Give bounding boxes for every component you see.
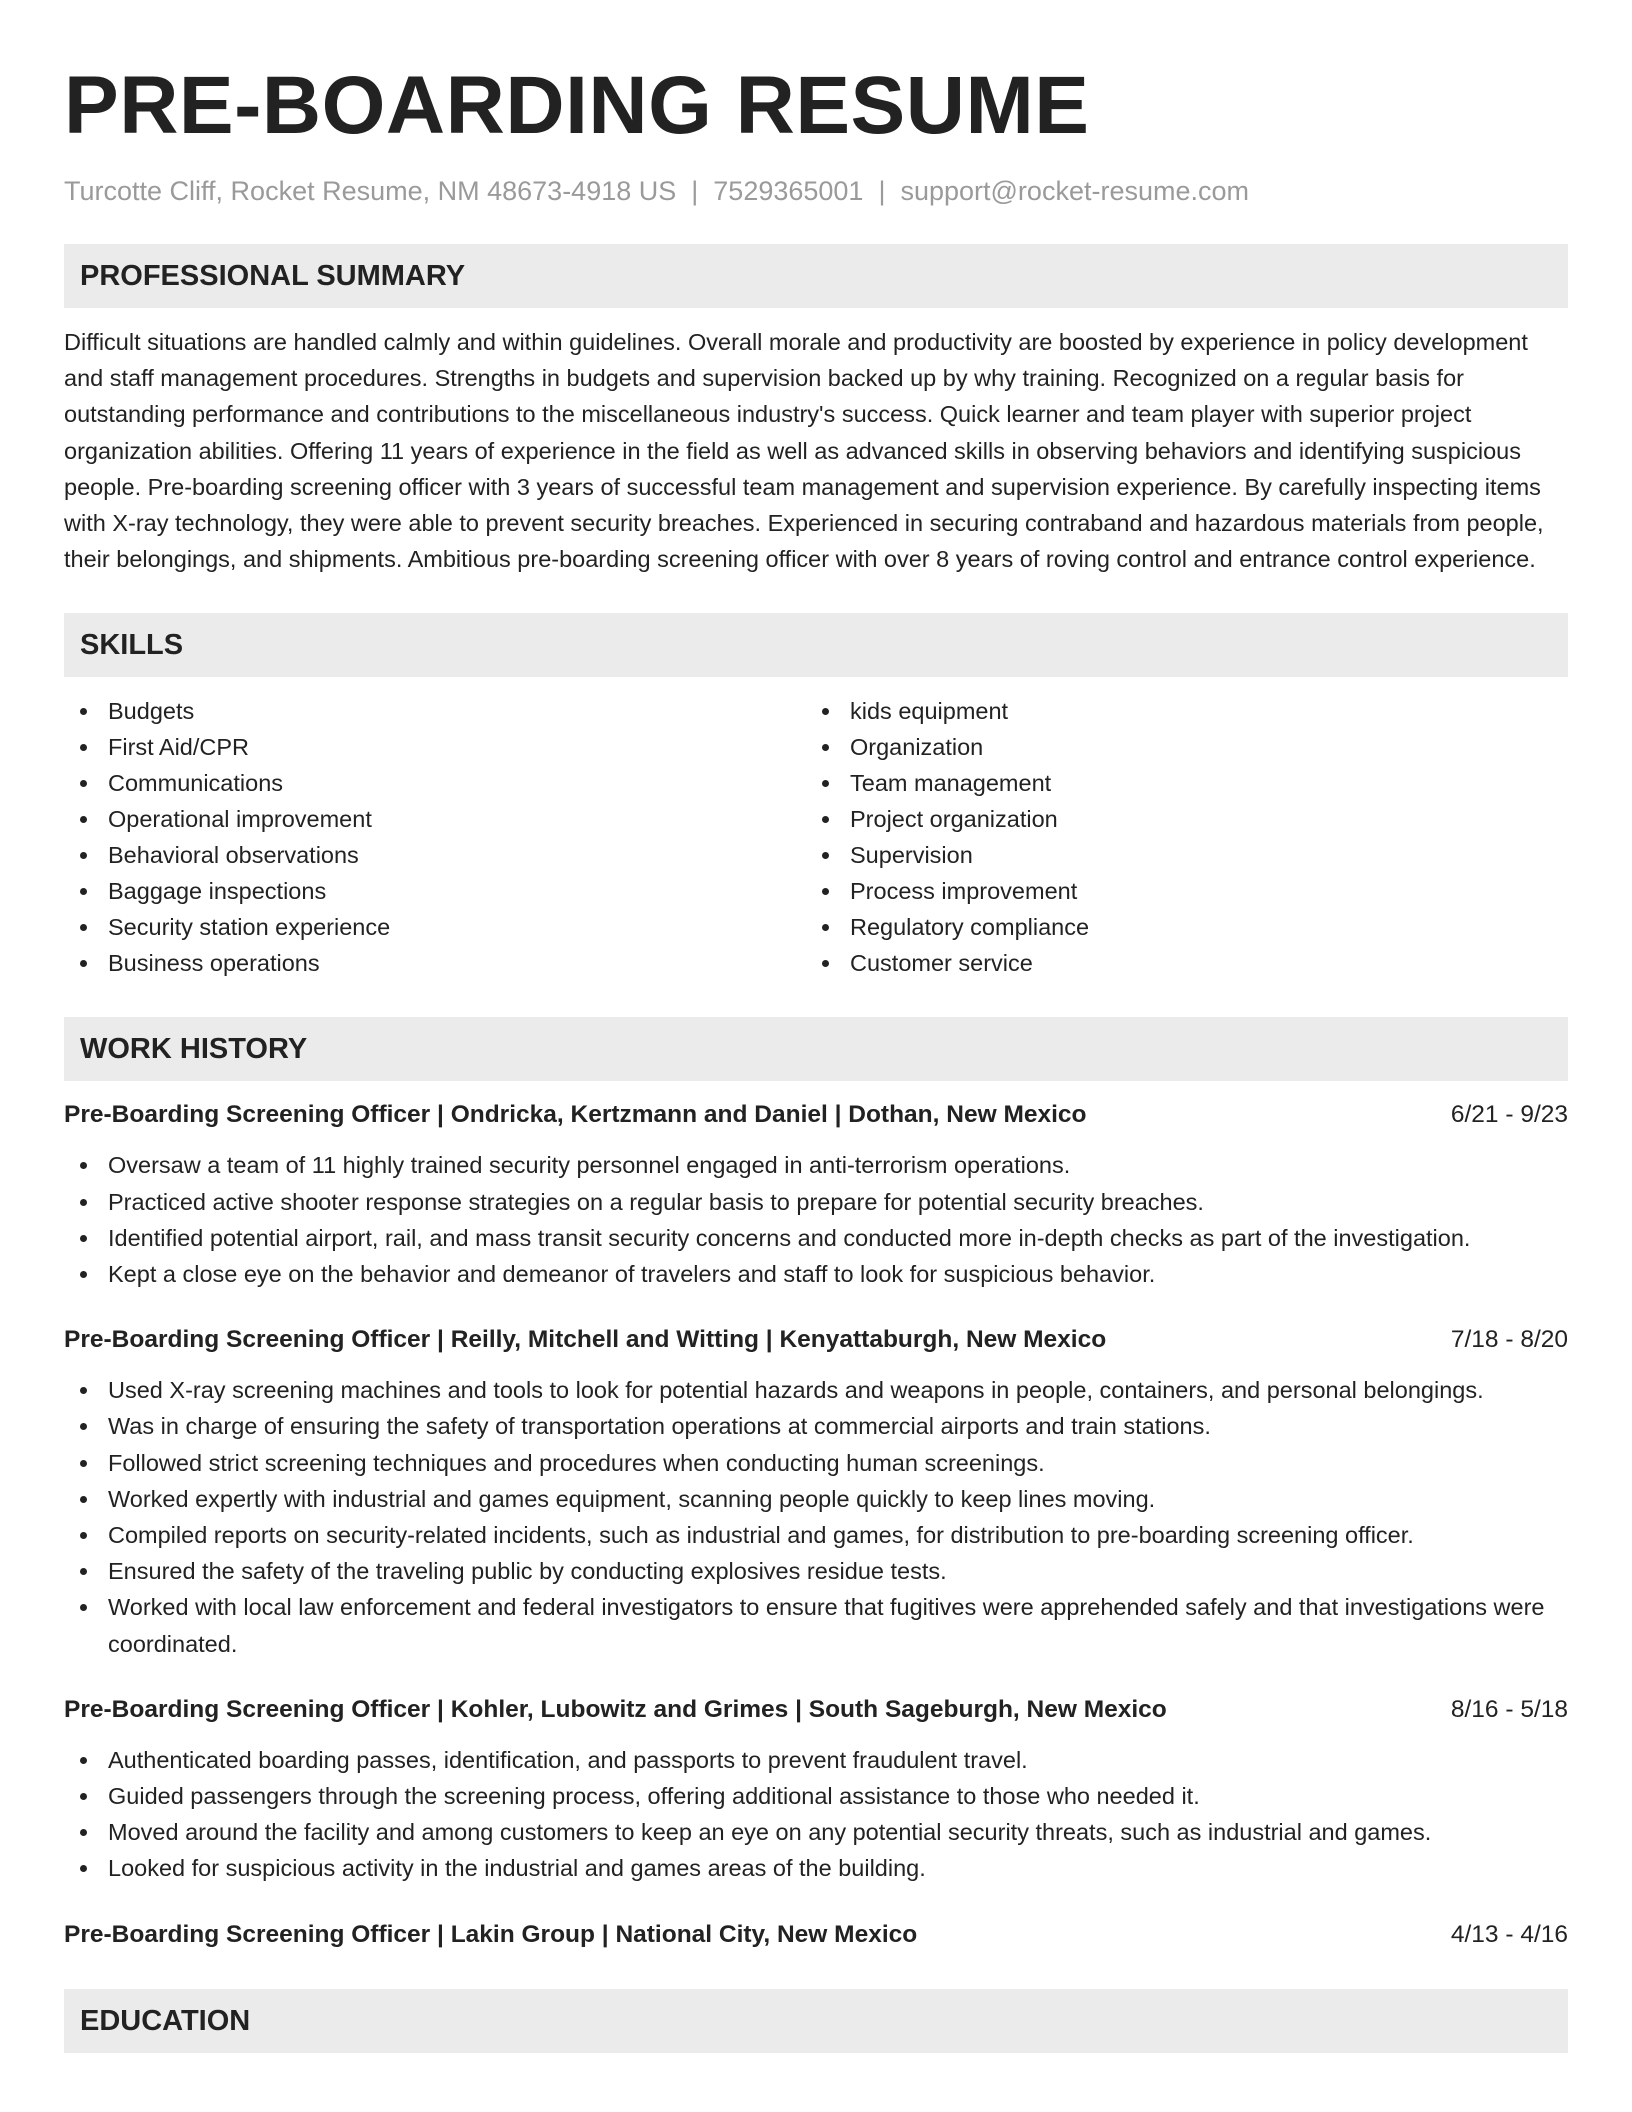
job-header [64, 1322, 1568, 1358]
job-bullet: Kept a close eye on the behavior and demeanor of travelers and staff to look for suspicious behavior. [64, 1256, 1568, 1292]
skill-item: Security station experience [64, 909, 806, 945]
skill-item: Business operations [64, 945, 806, 981]
contact-address: Turcotte Cliff, Rocket Resume, NM 48673-4918 US [64, 176, 677, 206]
job-bullet: Guided passengers through the screening process, offering additional assistance to those who needed it. [64, 1778, 1568, 1814]
job-bullets [64, 1372, 1568, 1662]
skills-column-left [64, 693, 806, 981]
work-history-list [64, 1097, 1568, 1952]
job-title: Pre-Boarding Screening Officer | Kohler, Lubowitz and Grimes | South Sageburgh, New Mexico [64, 1695, 1167, 1723]
job-bullet: Worked expertly with industrial and games equipment, scanning people quickly to keep lines moving. [64, 1481, 1568, 1517]
job-bullet: Moved around the facility and among customers to keep an eye on any potential security threats, such as industrial and games. [64, 1814, 1568, 1850]
job-bullet: Was in charge of ensuring the safety of transportation operations at commercial airports and train stations. [64, 1408, 1568, 1444]
job-header [64, 1917, 1568, 1953]
job-dates: 8/16 - 5/18 [1450, 1695, 1568, 1723]
skill-item: Process improvement [806, 873, 1548, 909]
job-title: Pre-Boarding Screening Officer | Lakin Group | National City, New Mexico [64, 1920, 918, 1948]
skill-item: Operational improvement [64, 801, 806, 837]
skill-item: Organization [806, 729, 1548, 765]
job-bullet: Practiced active shooter response strategies on a regular basis to prepare for potential security breaches. [64, 1184, 1568, 1220]
job-bullets [64, 1147, 1568, 1292]
skills-column-right [806, 693, 1548, 981]
job-entry [64, 1322, 1568, 1662]
job-header [64, 1692, 1568, 1728]
contact-line [64, 174, 1568, 208]
job-bullet: Looked for suspicious activity in the industrial and games areas of the building. [64, 1850, 1568, 1886]
contact-phone: 7529365001 [713, 176, 864, 206]
section-heading-summary: PROFESSIONAL SUMMARY [64, 244, 1568, 308]
job-bullet: Oversaw a team of 11 highly trained security personnel engaged in anti-terrorism operations. [64, 1147, 1568, 1183]
section-heading-skills: SKILLS [64, 613, 1568, 677]
summary-text: Difficult situations are handled calmly and within guidelines. Overall morale and productivity are boosted by experience in policy development and staff management procedures. Strengths in budgets and supervision backed up by why training. Recognized on a regular basis for outstanding performance and contributions to the miscellaneous industry's success. Quick learner and team player with superior project organization abilities. Offering 11 years of experience in the field as well as advanced skills in observing behaviors and identifying suspicious people. Pre-boarding screening officer with 3 years of successful team management and supervision experience. By carefully inspecting items with X-ray technology, they were able to prevent security breaches. Experienced in securing contraband and hazardous materials from people, their belongings, and shipments. Ambitious pre-boarding screening officer with over 8 years of roving control and entrance control experience. [64, 329, 1544, 573]
job-bullet: Used X-ray screening machines and tools to look for potential hazards and weapons in people, containers, and personal belongings. [64, 1372, 1568, 1408]
job-bullets [64, 1742, 1568, 1887]
contact-separator: | [691, 176, 699, 206]
skill-item: Budgets [64, 693, 806, 729]
skills-list [64, 693, 1568, 981]
skill-item: Supervision [806, 837, 1548, 873]
skill-item: Baggage inspections [64, 873, 806, 909]
skill-item: Team management [806, 765, 1548, 801]
contact-email: support@rocket-resume.com [900, 176, 1249, 206]
skill-item: Communications [64, 765, 806, 801]
skill-item: kids equipment [806, 693, 1548, 729]
skill-item: First Aid/CPR [64, 729, 806, 765]
skill-item: Customer service [806, 945, 1548, 981]
job-title: Pre-Boarding Screening Officer | Ondricka, Kertzmann and Daniel | Dothan, New Mexico [64, 1101, 1087, 1129]
job-dates: 7/18 - 8/20 [1450, 1326, 1568, 1354]
job-dates: 4/13 - 4/16 [1450, 1920, 1568, 1948]
job-dates: 6/21 - 9/23 [1450, 1101, 1568, 1129]
skill-item: Regulatory compliance [806, 909, 1548, 945]
job-entry [64, 1692, 1568, 1887]
contact-separator: | [878, 176, 886, 206]
job-entry [64, 1917, 1568, 1953]
job-bullet: Followed strict screening techniques and procedures when conducting human screenings. [64, 1445, 1568, 1481]
section-heading-work-history: WORK HISTORY [64, 1017, 1568, 1081]
skill-item: Project organization [806, 801, 1548, 837]
job-bullet: Identified potential airport, rail, and mass transit security concerns and conducted more in-depth checks as part of the investigation. [64, 1220, 1568, 1256]
section-heading-education: EDUCATION [64, 1989, 1568, 2053]
job-header [64, 1097, 1568, 1133]
job-title: Pre-Boarding Screening Officer | Reilly, Mitchell and Witting | Kenyattaburgh, New Mexico [64, 1326, 1107, 1354]
job-bullet: Authenticated boarding passes, identification, and passports to prevent fraudulent travel. [64, 1742, 1568, 1778]
job-bullet: Worked with local law enforcement and federal investigators to ensure that fugitives were apprehended safely and that investigations were coordinated. [64, 1589, 1568, 1661]
resume-title: PRE-BOARDING RESUME [64, 60, 1090, 151]
job-bullet: Compiled reports on security-related incidents, such as industrial and games, for distribution to pre-boarding screening officer. [64, 1517, 1568, 1553]
job-bullet: Ensured the safety of the traveling public by conducting explosives residue tests. [64, 1553, 1568, 1589]
skill-item: Behavioral observations [64, 837, 806, 873]
job-entry [64, 1097, 1568, 1292]
